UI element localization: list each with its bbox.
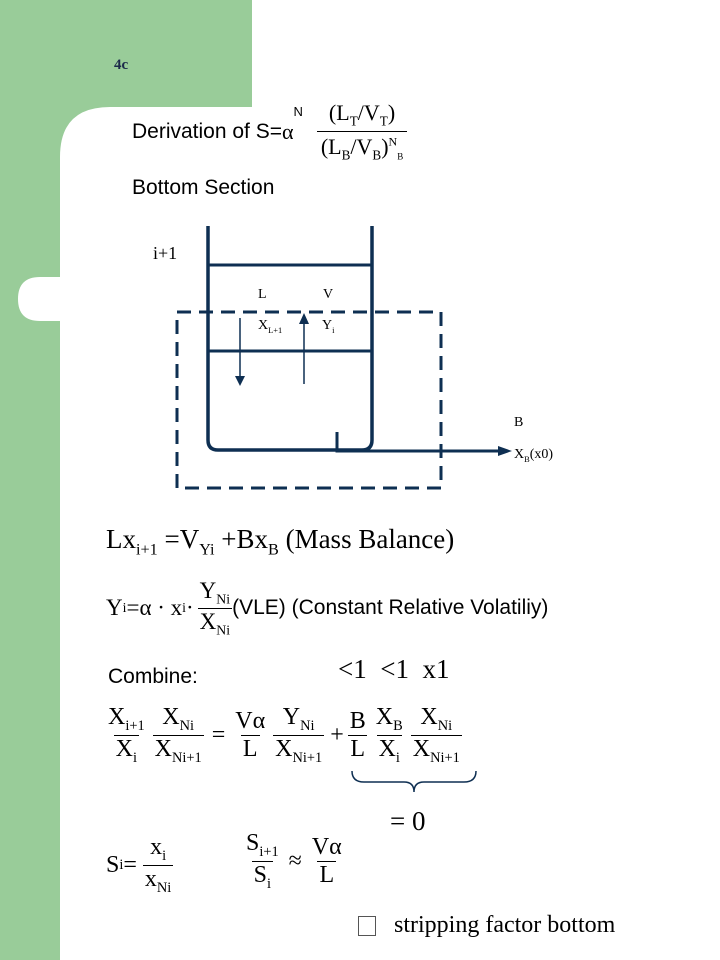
vapor-flow-label: V: [323, 287, 334, 302]
stripping-ratio: $\frac{S_{i+1}}{S_i}$ ≈ $\frac{V\alpha}{L}$: [246, 830, 342, 892]
stage-label: i+1: [153, 243, 178, 263]
slide-label: 4c: [114, 57, 129, 73]
page-title: Derivation of S= α $^N$ $\frac{(L_T/V_T)}{(L_B/V_B)^N_B}$: [132, 100, 413, 164]
bottoms-composition-label: $X_B(x0)$: [514, 447, 554, 464]
bullet-placeholder-icon: [358, 916, 376, 936]
section-heading: Bottom Section: [132, 176, 275, 199]
combine-label: Combine:: [108, 665, 198, 688]
vapor-composition-label: $Y_i$: [322, 318, 335, 335]
equals-zero: = 0: [390, 806, 426, 836]
combined-equation: $\frac{X_{i+1}}{X_i}$ $\frac{X_{Ni}}{X_{Ni+1}}$ = $\frac{V\alpha}{L}$ $\frac{Y_{Ni}}{X_{Ni+1}}$ + $\frac{B}{L}$ $\frac{X_B}{X_i}$ $\frac{X_{Ni}}{X_{Ni+1}}$: [108, 704, 460, 766]
liquid-composition-label: $X_{L+1}$: [258, 318, 283, 335]
underbrace-path: [352, 771, 476, 792]
bottoms-flow-label: B: [514, 415, 524, 430]
mass-balance-equation: $Lx_{i+1} =V_{Yi} +Bx_B$ (Mass Balance): [106, 524, 455, 559]
stripping-definition: S i = $\frac{x_i}{x_{Ni}}$: [106, 834, 172, 896]
liquid-flow-label: L: [258, 287, 267, 302]
vle-fraction: $\frac{Y_{Ni}}{X_{Ni}}$: [199, 578, 231, 638]
order-notes: <1 <1 x1: [338, 654, 450, 684]
vle-equation: Y i =α · x i · $\frac{Y_{Ni}}{X_{Ni}}$ (VLE) (Constant Relative Volatiliy): [106, 578, 549, 638]
stripping-factor-note: stripping factor bottom: [358, 912, 615, 939]
